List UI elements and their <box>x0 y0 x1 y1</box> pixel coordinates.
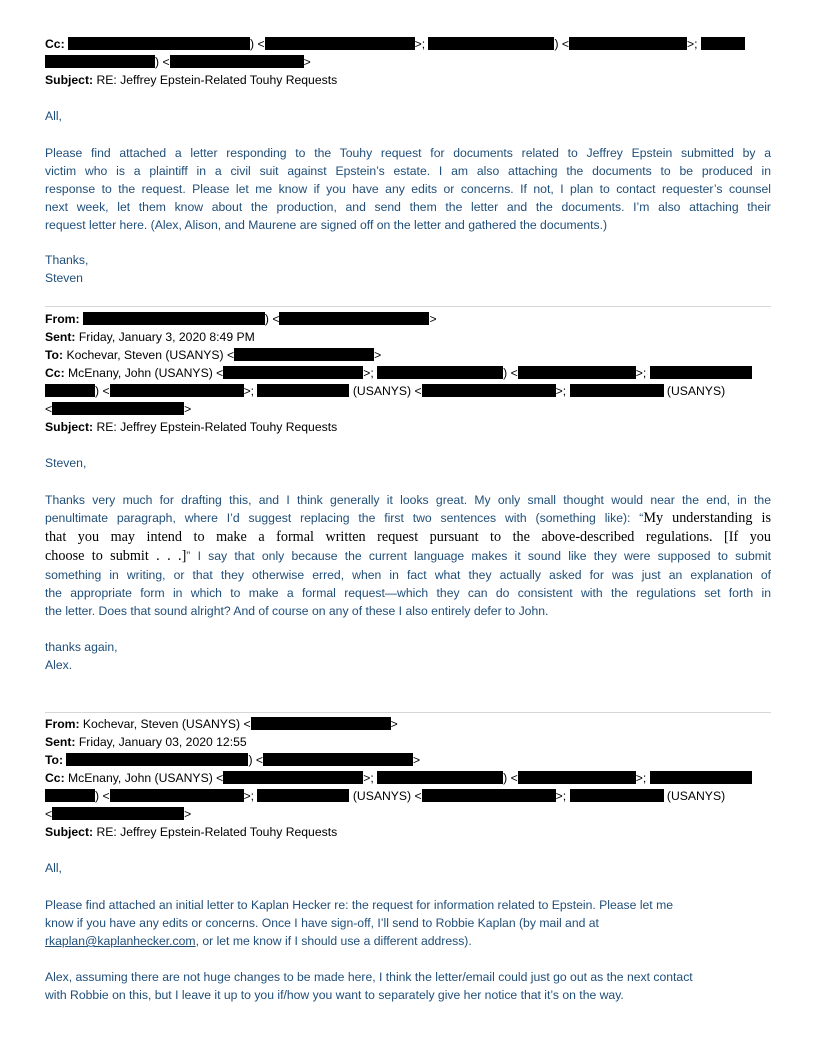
cc-line: Cc: McEnany, John (USANYS) < >; ) < >; <box>45 365 752 383</box>
body-line: the appropriate form in which to make a formal request—which they can do consistent with the regulations set forth in <box>45 586 771 600</box>
sent-date: Friday, January 03, 2020 12:55 <box>78 735 247 749</box>
email-link[interactable]: rkaplan@kaplanhecker.com <box>45 934 196 948</box>
subject-text: RE: Jeffrey Epstein-Related Touhy Requests <box>96 73 338 87</box>
redaction <box>263 753 413 766</box>
from-name: Kochevar, Steven (USANYS) <box>82 717 241 731</box>
redaction <box>257 789 349 802</box>
redaction <box>83 312 265 325</box>
to-name: Kochevar, Steven (USANYS) <box>66 348 224 362</box>
sent-date: Friday, January 3, 2020 8:49 PM <box>78 330 255 344</box>
redaction <box>428 37 554 50</box>
redaction <box>518 771 636 784</box>
redaction <box>650 771 752 784</box>
from-label: From: <box>45 312 80 326</box>
redaction <box>66 753 248 766</box>
cc-line-cont: < > <box>45 402 192 416</box>
redaction <box>570 789 664 802</box>
to-line: To: ) < > <box>45 753 421 767</box>
email2-signature: Alex. <box>45 658 73 672</box>
cc-line-cont: ) < >; (USANYS) < >; (USANYS) <box>45 383 725 401</box>
redaction <box>110 789 244 802</box>
body-line: request letter here. (Alex, Alison, and Maurene are signed off on the letter and gathered the documents.) <box>45 218 608 232</box>
body-line <box>45 547 771 566</box>
body-line: Please find attached an initial letter to Kaplan Hecker re: the request for information related to Epstein. Please let me <box>45 898 674 912</box>
body-text: penultimate paragraph, where I’d suggest replacing the first two sentences with (something like): “ <box>45 511 644 525</box>
body-text: , or let me know if I should use a different address). <box>195 934 472 948</box>
sent-label: Sent: <box>45 735 76 749</box>
quoted-text: My understanding is <box>643 510 771 526</box>
body-line: response to the request. Please let me know if you have any edits or concerns. If not, I plan to contact requester’s counsel <box>45 182 771 196</box>
cc-org: (USANYS) <box>352 384 412 398</box>
redaction <box>45 789 95 802</box>
subject-text: RE: Jeffrey Epstein-Related Touhy Requests <box>96 420 338 434</box>
cc-line-cont: < > <box>45 807 192 821</box>
body-line: Thanks very much for drafting this, and I think generally it looks great. My only small thought would near the end, in the <box>45 493 771 507</box>
email3-body <box>45 896 771 950</box>
cc-line: Cc: ) < >; ) < >; <box>45 36 745 54</box>
redaction <box>570 384 664 397</box>
redaction <box>377 771 503 784</box>
email3-para2 <box>45 968 771 1004</box>
body-line: something in writing, or that they otherwise erred, when in fact what they actually asked for was just an explanation of <box>45 568 771 582</box>
email2-body <box>45 491 771 620</box>
cc-label: Cc: <box>45 37 65 51</box>
email1-body <box>45 144 771 234</box>
sent-line <box>45 329 255 347</box>
body-text: ” I say that only because the current language makes it sound like they were supposed to submit <box>186 549 771 563</box>
redaction <box>223 366 363 379</box>
redaction <box>569 37 687 50</box>
from-line: From: ) < > <box>45 312 437 326</box>
sent-label: Sent: <box>45 330 76 344</box>
subject-text: RE: Jeffrey Epstein-Related Touhy Requests <box>96 825 338 839</box>
redaction <box>45 384 95 397</box>
body-line: with Robbie on this, but I leave it up to you if/how you want to separately give her notice that it’s on the way. <box>45 988 624 1002</box>
body-line <box>45 932 771 950</box>
quoted-text: choose to submit . . .] <box>45 548 187 564</box>
subject-line <box>45 419 337 437</box>
cc-org: (USANYS) <box>666 789 726 803</box>
sent-line <box>45 734 247 752</box>
subject-label: Subject: <box>45 73 94 87</box>
redaction <box>650 366 752 379</box>
subject-line <box>45 72 337 90</box>
redaction <box>52 402 184 415</box>
body-line <box>45 509 771 528</box>
redaction <box>45 55 155 68</box>
redaction <box>265 37 415 50</box>
cc-org: (USANYS) <box>666 384 726 398</box>
redaction <box>518 366 636 379</box>
email2-greeting: Steven, <box>45 456 87 470</box>
redaction <box>68 37 250 50</box>
body-line: next week, let them know about the production, and send them the letter and the documents. I’m also attaching their <box>45 200 771 214</box>
redaction <box>422 789 556 802</box>
email1-signoff: Thanks, <box>45 253 89 267</box>
from-label: From: <box>45 717 80 731</box>
email2-signoff: thanks again, <box>45 640 118 654</box>
from-line: From: Kochevar, Steven (USANYS) < > <box>45 717 398 731</box>
redaction <box>422 384 556 397</box>
email3-greeting: All, <box>45 861 62 875</box>
redaction <box>701 37 745 50</box>
subject-label: Subject: <box>45 420 94 434</box>
to-label: To: <box>45 753 64 767</box>
redaction <box>251 717 391 730</box>
redaction <box>234 348 374 361</box>
cc-line-cont: ) < >; (USANYS) < >; (USANYS) <box>45 788 725 806</box>
cc-name: McEnany, John (USANYS) <box>68 771 213 785</box>
redaction <box>170 55 304 68</box>
redaction <box>223 771 363 784</box>
quoted-text: that you may intend to make a formal written request pursuant to the above-described regulations. [If you <box>45 529 771 545</box>
email1-greeting: All, <box>45 109 62 123</box>
email1-signature: Steven <box>45 271 83 285</box>
body-line: victim who is a plaintiff in a civil suit against Epstein’s estate. I am also attaching the documents to be produced in <box>45 164 771 178</box>
to-line: To: Kochevar, Steven (USANYS) < > <box>45 348 382 362</box>
redaction <box>377 366 503 379</box>
redaction <box>279 312 429 325</box>
cc-line-cont: ) < > <box>45 54 311 72</box>
cc-org: (USANYS) <box>352 789 412 803</box>
separator <box>45 712 771 713</box>
redaction <box>52 807 184 820</box>
cc-label: Cc: <box>45 366 65 380</box>
body-line: Alex, assuming there are not huge changes to be made here, I think the letter/email could just go out as the next contact <box>45 970 693 984</box>
body-line: Please find attached a letter responding to the Touhy request for documents related to Jeffrey Epstein submitted by a <box>45 146 771 160</box>
body-line: know if you have any edits or concerns. Once I have sign-off, I’ll send to Robbie Kaplan (by mail and at <box>45 916 599 930</box>
to-label: To: <box>45 348 64 362</box>
separator <box>45 306 771 307</box>
redaction <box>257 384 349 397</box>
redaction <box>110 384 244 397</box>
subject-label: Subject: <box>45 825 94 839</box>
cc-line: Cc: McEnany, John (USANYS) < >; ) < >; <box>45 770 752 788</box>
body-line: the letter. Does that sound alright? And of course on any of these I also entirely defer to John. <box>45 604 549 618</box>
subject-line <box>45 824 337 842</box>
cc-name: McEnany, John (USANYS) <box>68 366 213 380</box>
cc-label: Cc: <box>45 771 65 785</box>
